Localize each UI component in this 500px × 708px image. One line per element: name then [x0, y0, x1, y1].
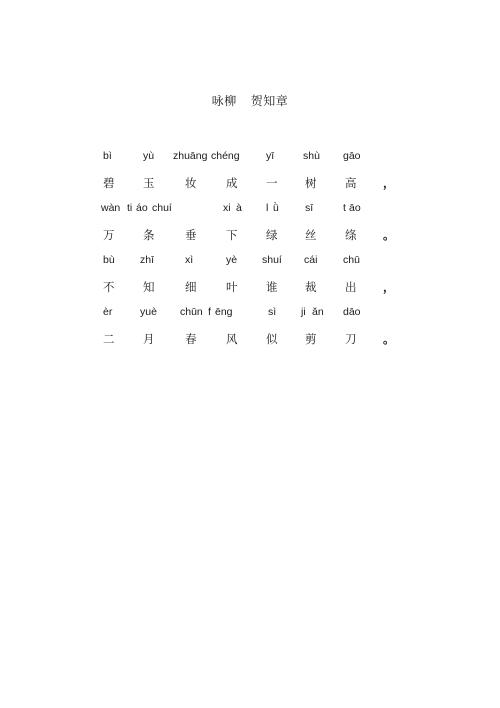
pinyin-syllable: gāo: [343, 150, 361, 162]
hanzi-char: 刀: [345, 332, 357, 346]
pinyin-syllable: chéng: [211, 150, 240, 162]
hanzi-char: 条: [143, 228, 155, 242]
pinyin-syllable: xi: [223, 202, 231, 214]
pinyin-syllable: bù: [103, 254, 115, 266]
punctuation: ，: [383, 280, 395, 294]
pinyin-syllable: chū: [343, 254, 360, 266]
pinyin-syllable: chuí: [152, 202, 172, 214]
pinyin-line-1: [0, 150, 500, 166]
pinyin-syllable: cái: [304, 254, 318, 266]
pinyin-syllable: zhī: [140, 254, 155, 266]
hanzi-char: 不: [103, 280, 115, 294]
hanzi-char: 树: [305, 176, 317, 190]
hanzi-char: 一: [266, 176, 278, 190]
pinyin-syllable: zhuāng: [173, 150, 208, 162]
hanzi-char: 知: [143, 280, 155, 294]
hanzi-char: 妆: [185, 176, 197, 190]
hanzi-line-1: [0, 175, 500, 191]
pinyin-syllable: èr: [103, 306, 113, 318]
hanzi-line-2: [0, 227, 500, 243]
hanzi-char: 垂: [185, 228, 197, 242]
pinyin-syllable: bì: [103, 150, 112, 162]
hanzi-char: 成: [226, 176, 238, 190]
hanzi-char: 叶: [226, 280, 238, 294]
pinyin-syllable: yè: [226, 254, 238, 266]
hanzi-line-4: [0, 331, 500, 347]
pinyin-syllable: shù: [303, 150, 320, 162]
hanzi-char: 剪: [305, 332, 317, 346]
pinyin-syllable: ǜ: [273, 202, 279, 214]
hanzi-char: 高: [345, 176, 357, 190]
pinyin-syllable: t: [343, 202, 346, 214]
poem-title: [0, 92, 500, 109]
hanzi-char: 二: [103, 332, 115, 346]
pinyin-syllable: yī: [266, 150, 275, 162]
poem-name: 咏柳: [211, 94, 237, 108]
hanzi-char: 丝: [305, 228, 317, 242]
hanzi-char: 出: [345, 280, 357, 294]
pinyin-syllable: f: [208, 306, 211, 318]
pinyin-syllable: chūn: [180, 306, 203, 318]
hanzi-char: 绦: [345, 228, 357, 242]
pinyin-syllable: ti: [127, 202, 133, 214]
pinyin-syllable: shuí: [262, 254, 282, 266]
pinyin-syllable: ǎn: [312, 306, 324, 318]
pinyin-syllable: xì: [185, 254, 194, 266]
punctuation: 。: [383, 228, 395, 242]
hanzi-char: 细: [185, 280, 197, 294]
hanzi-char: 裁: [305, 280, 317, 294]
pinyin-syllable: áo: [136, 202, 148, 214]
hanzi-char: 似: [266, 332, 278, 346]
hanzi-char: 春: [185, 332, 197, 346]
pinyin-syllable: à: [236, 202, 242, 214]
pinyin-syllable: wàn: [101, 202, 121, 214]
pinyin-syllable: āo: [349, 202, 361, 214]
pinyin-syllable: ēng: [215, 306, 233, 318]
pinyin-syllable: yuè: [140, 306, 157, 318]
hanzi-line-3: [0, 279, 500, 295]
pinyin-syllable: dāo: [343, 306, 361, 318]
pinyin-line-4: [0, 306, 500, 322]
hanzi-char: 碧: [103, 176, 115, 190]
hanzi-char: 下: [226, 228, 238, 242]
hanzi-char: 玉: [143, 176, 155, 190]
poem-author: 贺知章: [250, 94, 289, 108]
hanzi-char: 绿: [266, 228, 278, 242]
punctuation: ，: [383, 176, 395, 190]
pinyin-line-3: [0, 254, 500, 270]
hanzi-char: 风: [226, 332, 238, 346]
pinyin-line-2: [0, 202, 500, 218]
pinyin-syllable: ji: [301, 306, 306, 318]
hanzi-char: 万: [103, 228, 115, 242]
pinyin-syllable: l: [266, 202, 269, 214]
pinyin-syllable: yù: [143, 150, 155, 162]
hanzi-char: 谁: [266, 280, 278, 294]
punctuation: 。: [383, 332, 395, 346]
pinyin-syllable: sī: [305, 202, 314, 214]
pinyin-syllable: sì: [268, 306, 277, 318]
hanzi-char: 月: [143, 332, 155, 346]
